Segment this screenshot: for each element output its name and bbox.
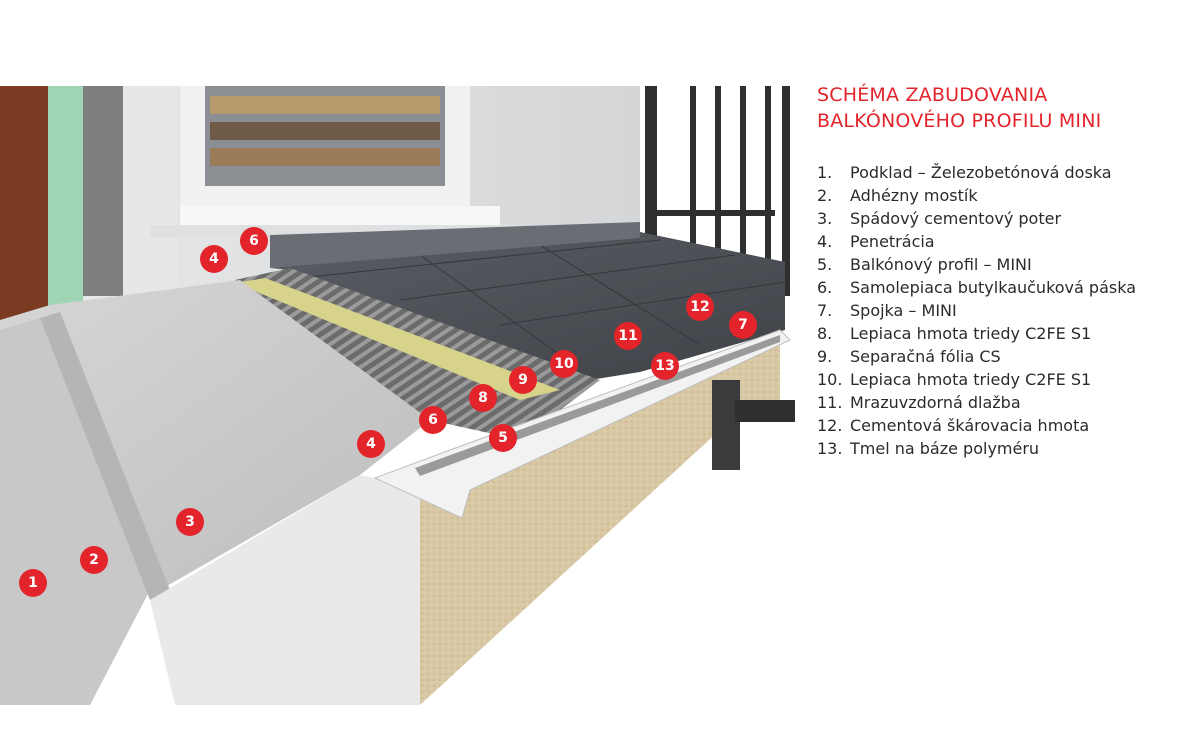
legend-item [817, 207, 1187, 230]
marker-8 [469, 384, 497, 412]
legend-item-number: 3. [817, 209, 833, 228]
legend-item-number: 1. [817, 163, 833, 182]
legend-item-number: 5. [817, 255, 833, 274]
legend-item [817, 230, 1187, 253]
legend-item-number: 12. [817, 416, 843, 435]
marker-6-upper [240, 227, 268, 255]
svg-text:7: 7 [738, 317, 748, 333]
legend-item-text: Separačná fólia CS [850, 347, 1001, 366]
legend-item-text: Mrazuvzdorná dlažba [850, 393, 1021, 412]
marker-2 [80, 546, 108, 574]
legend-item-text: Spádový cementový poter [850, 209, 1062, 228]
svg-text:4: 4 [366, 436, 376, 452]
legend-item [817, 299, 1187, 322]
svg-text:9: 9 [518, 372, 528, 388]
legend-item [817, 253, 1187, 276]
legend-item-number: 11. [817, 393, 843, 412]
legend-item-text: Tmel na báze polyméru [850, 439, 1040, 458]
legend-item-text: Lepiaca hmota triedy C2FE S1 [850, 324, 1092, 343]
legend-item-number: 2. [817, 186, 833, 205]
legend-title-line-1: SCHÉMA ZABUDOVANIA [817, 84, 1048, 106]
marker-11 [614, 322, 642, 350]
marker-3 [176, 508, 204, 536]
svg-text:2: 2 [89, 552, 99, 568]
svg-text:8: 8 [478, 390, 488, 406]
marker-13 [651, 352, 679, 380]
legend-item [817, 391, 1187, 414]
marker-5 [489, 424, 517, 452]
legend-item-text: Samolepiaca butylkaučuková páska [850, 278, 1136, 297]
svg-text:12: 12 [690, 299, 710, 315]
legend-item-number: 4. [817, 232, 833, 251]
legend [817, 82, 1187, 460]
legend-item-text: Adhézny mostík [850, 186, 978, 205]
svg-text:13: 13 [655, 358, 675, 374]
marker-6-lower [419, 406, 447, 434]
legend-item-text: Spojka – MINI [850, 301, 957, 320]
legend-item [817, 368, 1187, 391]
legend-item-number: 6. [817, 278, 833, 297]
legend-item-text: Balkónový profil – MINI [850, 255, 1032, 274]
svg-text:3: 3 [185, 514, 195, 530]
legend-item [817, 322, 1187, 345]
svg-text:4: 4 [209, 251, 219, 267]
legend-title-line-2: BALKÓNOVÉHO PROFILU MINI [817, 110, 1102, 132]
marker-10 [550, 350, 578, 378]
legend-item-text: Penetrácia [850, 232, 935, 251]
svg-text:1: 1 [28, 575, 38, 591]
svg-text:10: 10 [554, 356, 574, 372]
legend-item-number: 9. [817, 347, 833, 366]
marker-12 [686, 293, 714, 321]
marker-4-lower [357, 430, 385, 458]
legend-item-number: 7. [817, 301, 833, 320]
marker-1 [19, 569, 47, 597]
legend-item [817, 345, 1187, 368]
legend-item [817, 161, 1187, 184]
legend-item [817, 414, 1187, 437]
svg-text:6: 6 [428, 412, 438, 428]
svg-text:6: 6 [249, 233, 259, 249]
legend-title [817, 82, 1187, 134]
legend-list [817, 161, 1187, 460]
legend-item-text: Podklad – Železobetónová doska [850, 163, 1112, 182]
marker-7 [729, 311, 757, 339]
marker-9 [509, 366, 537, 394]
svg-text:11: 11 [618, 328, 638, 344]
legend-item-text: Cementová škárovacia hmota [850, 416, 1090, 435]
legend-item-number: 8. [817, 324, 833, 343]
legend-item [817, 184, 1187, 207]
legend-item-number: 13. [817, 439, 843, 458]
legend-item-number: 10. [817, 370, 843, 389]
window-bookshelf [150, 86, 520, 237]
legend-item [817, 437, 1187, 460]
legend-item [817, 276, 1187, 299]
marker-4-upper [200, 245, 228, 273]
legend-item-text: Lepiaca hmota triedy C2FE S1 [850, 370, 1092, 389]
svg-text:5: 5 [498, 430, 508, 446]
